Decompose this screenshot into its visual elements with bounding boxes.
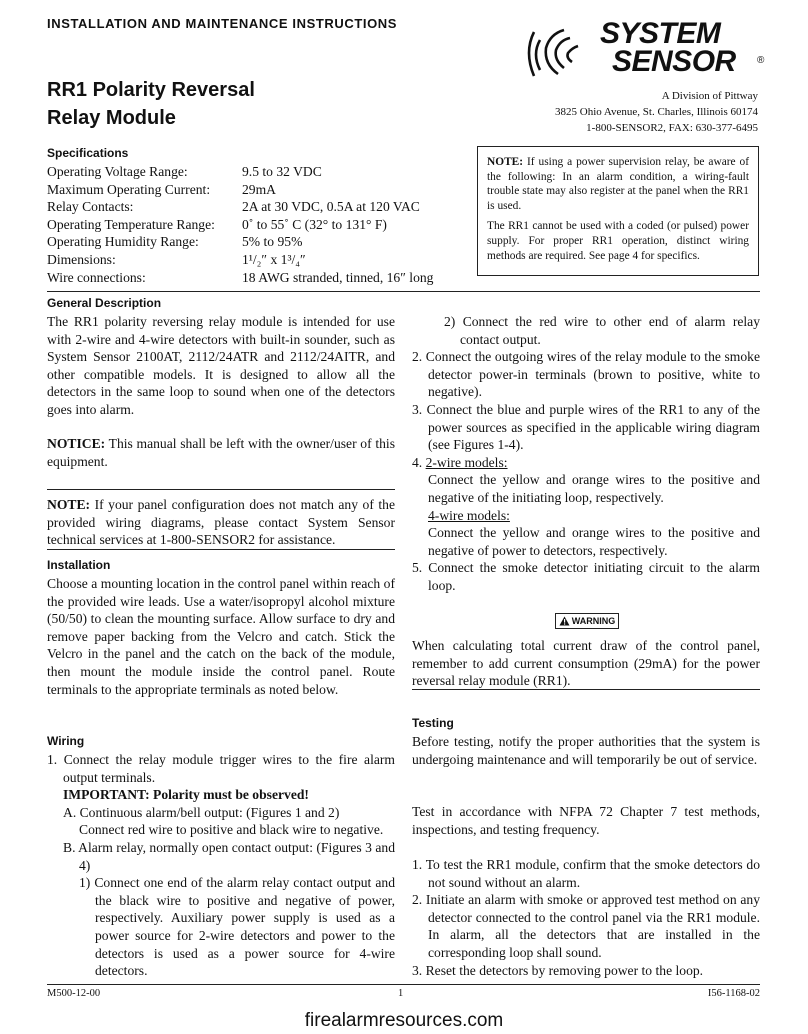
logo-line-1: SYSTEM <box>600 17 721 50</box>
spec-value: 9.5 to 32 VDC <box>242 164 322 179</box>
panel-config-note <box>47 496 395 549</box>
footer-part-number: I56-1168-02 <box>707 988 760 999</box>
testing-step: 1. To test the RR1 module, confirm that the smoke detectors do not sound without an alarm. <box>412 857 760 890</box>
wiring-step-5: 5. Connect the smoke detector initiating circuit to the alarm loop. <box>412 560 760 593</box>
two-wire-text: Connect the yellow and orange wires to the positive and negative of the initiating loop, respectively. <box>428 472 760 505</box>
installation-heading: Installation <box>47 558 111 572</box>
spec-value: 18 AWG stranded, tinned, 16″ long <box>242 269 434 285</box>
company-address <box>555 88 758 136</box>
page-title <box>47 76 255 132</box>
general-description-heading: General Description <box>47 296 162 310</box>
wiring-option-a: A. Continuous alarm/bell output: (Figures 1 and 2) <box>63 804 340 820</box>
spec-label: Operating Voltage Range: <box>47 164 188 179</box>
spec-value: 0˚ to 55˚ C (32° to 131° F) <box>242 216 387 232</box>
section-divider <box>47 291 760 292</box>
spec-row <box>47 233 433 251</box>
wiring-step-1: 1. Connect the relay module trigger wires to the fire alarm output terminals. <box>47 752 395 785</box>
title-line-1: RR1 Polarity Reversal <box>47 79 255 101</box>
spec-row <box>47 163 433 181</box>
testing-steps <box>412 856 760 979</box>
address-line: 3825 Ohio Avenue, St. Charles, Illinois 60174 <box>555 106 758 118</box>
step-4-number: 4. <box>412 454 423 470</box>
company-logo <box>600 17 736 78</box>
important-text: IMPORTANT: Polarity must be observed! <box>63 787 309 803</box>
wiring-option-b: B. Alarm relay, normally open contact output: (Figures 3 and 4) <box>63 839 395 873</box>
spec-row <box>47 181 433 199</box>
wiring-step-3: 3. Connect the blue and purple wires of the RR1 to any of the power sources as specified in the applicable wiring diagram (see Figures 1-4). <box>412 401 760 453</box>
note-box-text-1: If using a power supervision relay, be aware of the following: In an alarm condition, a wiring-fault trouble state may also register at the panel when the RR1 is used. <box>487 156 750 212</box>
note-box-label: NOTE: <box>487 156 524 168</box>
four-wire-heading: 4-wire models: <box>428 507 510 523</box>
note-box <box>477 146 759 276</box>
note-top-divider <box>47 489 395 490</box>
general-description-text: The RR1 polarity reversing relay module is intended for use with 2-wire and 4-wire detectors with built-in sounder, such as System Sensor 2100AT, 2112/24ATR and 2112/24AITR, and other compatible models. It is designed to allow all the detectors in the same loop to sound when one of the detectors goes into alarm. <box>47 314 395 417</box>
spec-row <box>47 251 433 269</box>
warning-badge <box>555 613 619 629</box>
wiring-steps-right <box>412 313 760 595</box>
warning-divider <box>412 689 760 690</box>
notice-text: This manual shall be left with the owner/user of this equipment. <box>47 436 395 469</box>
title-line-2: Relay Module <box>47 107 176 129</box>
warning-text: When calculating total current draw of the control panel, remember to add current consumption (29mA) for the power reversal relay module (RR1). <box>412 638 760 689</box>
wiring-option-b2: 2) Connect the red wire to other end of alarm relay contact output. <box>444 314 760 347</box>
notice-paragraph <box>47 435 395 470</box>
testing-step: 2. Initiate an alarm with smoke or approved test method on any detector connected to the control panel via the RR1 module. In alarm, all the detectors that are installed in the corresponding loop shall sound. <box>412 892 760 960</box>
spec-label: Operating Humidity Range: <box>47 234 199 250</box>
testing-intro: Before testing, notify the proper authorities that the system is undergoing maintenance and will temporarily be out of service. <box>412 734 760 767</box>
warning-icon <box>559 616 570 626</box>
testing-heading: Testing <box>412 716 454 730</box>
testing-step: 3. Reset the detectors by removing power to the loop. <box>412 962 704 978</box>
wiring-heading: Wiring <box>47 734 85 748</box>
footer-divider <box>47 984 760 985</box>
notice-label: NOTICE: <box>47 436 106 451</box>
four-wire-text: Connect the yellow and orange wires to the positive and negative of power to detectors, respectively. <box>428 525 760 558</box>
spec-label: Relay Contacts: <box>47 199 134 215</box>
spec-value: 1¹/₂″ x 1³/₄″ <box>242 251 306 267</box>
spec-label: Maximum Operating Current: <box>47 181 211 197</box>
watermark-site: firealarmresources.com <box>304 1010 504 1031</box>
address-line: 1-800-SENSOR2, FAX: 630-377-6495 <box>586 122 758 134</box>
note-box-text-2: The RR1 cannot be used with a coded (or pulsed) power supply. For proper RR1 operation, distinct wiring methods are required. See page 4 for specifics. <box>487 220 749 262</box>
registered-mark: ® <box>757 55 765 66</box>
specifications-heading: Specifications <box>47 146 129 160</box>
warning-label: WARNING <box>571 616 616 626</box>
spec-label: Operating Temperature Range: <box>47 216 215 232</box>
spec-label: Wire connections: <box>47 269 146 285</box>
footer-doc-number: M500-12-00 <box>47 988 101 999</box>
wiring-steps-left <box>47 751 395 980</box>
system-sensor-logo-icon <box>526 20 596 82</box>
spec-row <box>47 216 433 234</box>
logo-line-2: SENSOR <box>612 45 736 78</box>
testing-nfpa: Test in accordance with NFPA 72 Chapter 7 test methods, inspections, and testing frequency. <box>412 804 760 837</box>
wiring-option-b1: 1) Connect one end of the alarm relay contact output and the black wire to positive and negative of power, respectively. Auxiliary power supply is used as a power source for 2-wire detectors and power to the detectors is used as a power source for 4-wire detectors. <box>79 875 395 979</box>
wiring-option-a-detail: Connect red wire to positive and black wire to negative. <box>79 822 384 838</box>
polarity-important <box>47 786 395 804</box>
document-type-header: INSTALLATION AND MAINTENANCE INSTRUCTIONS <box>47 16 398 31</box>
footer-page-number: 1 <box>398 988 404 999</box>
note-text: If your panel configuration does not match any of the provided wiring diagrams, please contact System Sensor technical services at 1-800-SENSOR2 for assistance. <box>47 497 395 548</box>
spec-value: 2A at 30 VDC, 0.5A at 120 VAC <box>242 199 420 215</box>
specifications-table <box>47 163 433 286</box>
address-line: A Division of Pittway <box>661 90 758 102</box>
spec-value: 5% to 95% <box>242 234 303 250</box>
wiring-step-2: 2. Connect the outgoing wires of the relay module to the smoke detector power-in terminals (brown to positive, white to negative). <box>412 349 760 400</box>
spec-row <box>47 198 433 216</box>
wiring-step-4 <box>412 454 760 472</box>
note-label: NOTE: <box>47 497 91 512</box>
spec-row <box>47 269 433 287</box>
spec-label: Dimensions: <box>47 251 116 267</box>
installation-text: Choose a mounting location in the control panel within reach of the provided wire leads. Use a water/isopropyl alcohol mixture (50/50) to clean the mounting surface. Allow surface to dry and remove paper backing from the Velcro and catch. Stick the Velcro in the panel and the catch on the back of the module, then mount the module inside the control panel. Route terminals to the appropriate terminals as noted below. <box>47 576 395 697</box>
two-wire-heading: 2-wire models: <box>425 454 508 470</box>
spec-value: 29mA <box>242 181 276 197</box>
note-bottom-divider <box>47 549 395 550</box>
